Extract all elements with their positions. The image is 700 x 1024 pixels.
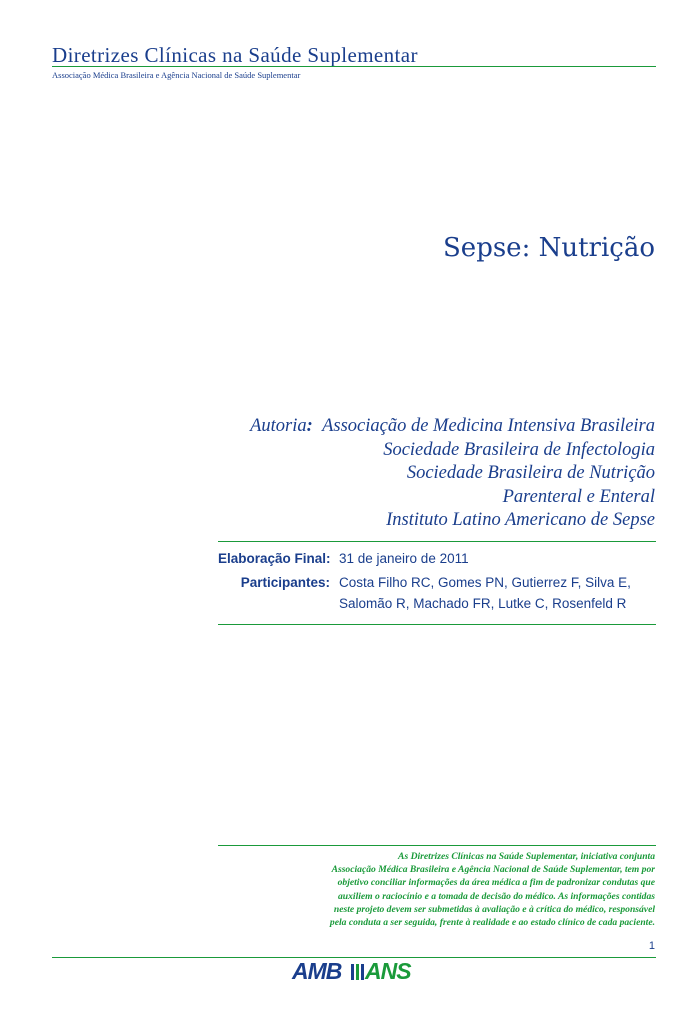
authorship-row-1 (195, 415, 655, 439)
participants-line-1: Costa Filho RC, Gomes PN, Gutierrez F, Silva E, (339, 575, 631, 590)
ans-logo: ANS (365, 958, 411, 984)
disclaimer-line-3: objetivo conciliar informações da área médica a fim de padronizar condutas que (337, 877, 655, 889)
disclaimer-divider (218, 845, 656, 846)
disclaimer-line-2: Associação Médica Brasileira e Agência Nacional de Saúde Suplementar, tem por (331, 864, 655, 876)
participants-value (339, 572, 631, 614)
authorship-label: Autoria (250, 416, 307, 436)
header-subtitle: Associação Médica Brasileira e Agência Nacional de Saúde Suplementar (52, 70, 301, 80)
participants-label: Participantes: (240, 575, 330, 590)
footer-logos (292, 958, 422, 986)
header-divider (52, 66, 656, 67)
disclaimer-line-4: auxiliem o raciocínio e a tomada de decisão do médico. As informações contidas (337, 890, 655, 902)
meta-bottom-divider (218, 624, 656, 625)
header-title: Diretrizes Clínicas na Saúde Suplementar (52, 43, 418, 67)
document-title: Sepse: Nutrição (443, 233, 655, 263)
amb-logo: AMB (292, 958, 342, 984)
final-date-label: Elaboração Final: (218, 551, 331, 566)
disclaimer-line-5: neste projeto devem ser submetidas à avaliação e à crítica do médico, responsável (333, 903, 655, 915)
authorship-block (195, 415, 655, 533)
participants-line-2: Salomão R, Machado FR, Lutke C, Rosenfeld R (339, 596, 627, 611)
final-date-value: 31 de janeiro de 2011 (339, 551, 469, 566)
authorship-org-5: Instituto Latino Americano de Sepse (386, 510, 655, 530)
disclaimer-line-1: As Diretrizes Clínicas na Saúde Suplementar, iniciativa conjunta (398, 851, 655, 862)
authorship-org-1: Associação de Medicina Intensiva Brasileira (322, 416, 655, 436)
authorship-org-4: Parenteral e Enteral (502, 486, 655, 507)
page-number: 1 (648, 940, 655, 952)
authorship-org-3: Sociedade Brasileira de Nutrição (406, 463, 655, 483)
disclaimer-text (255, 850, 655, 929)
authorship-colon: : (306, 416, 313, 436)
disclaimer-line-6: pela conduta a ser seguida, frente à realidade e ao estado clínico de cada paciente. (329, 917, 655, 929)
meta-top-divider (218, 541, 656, 542)
authorship-org-2: Sociedade Brasileira de Infectologia (383, 439, 655, 460)
